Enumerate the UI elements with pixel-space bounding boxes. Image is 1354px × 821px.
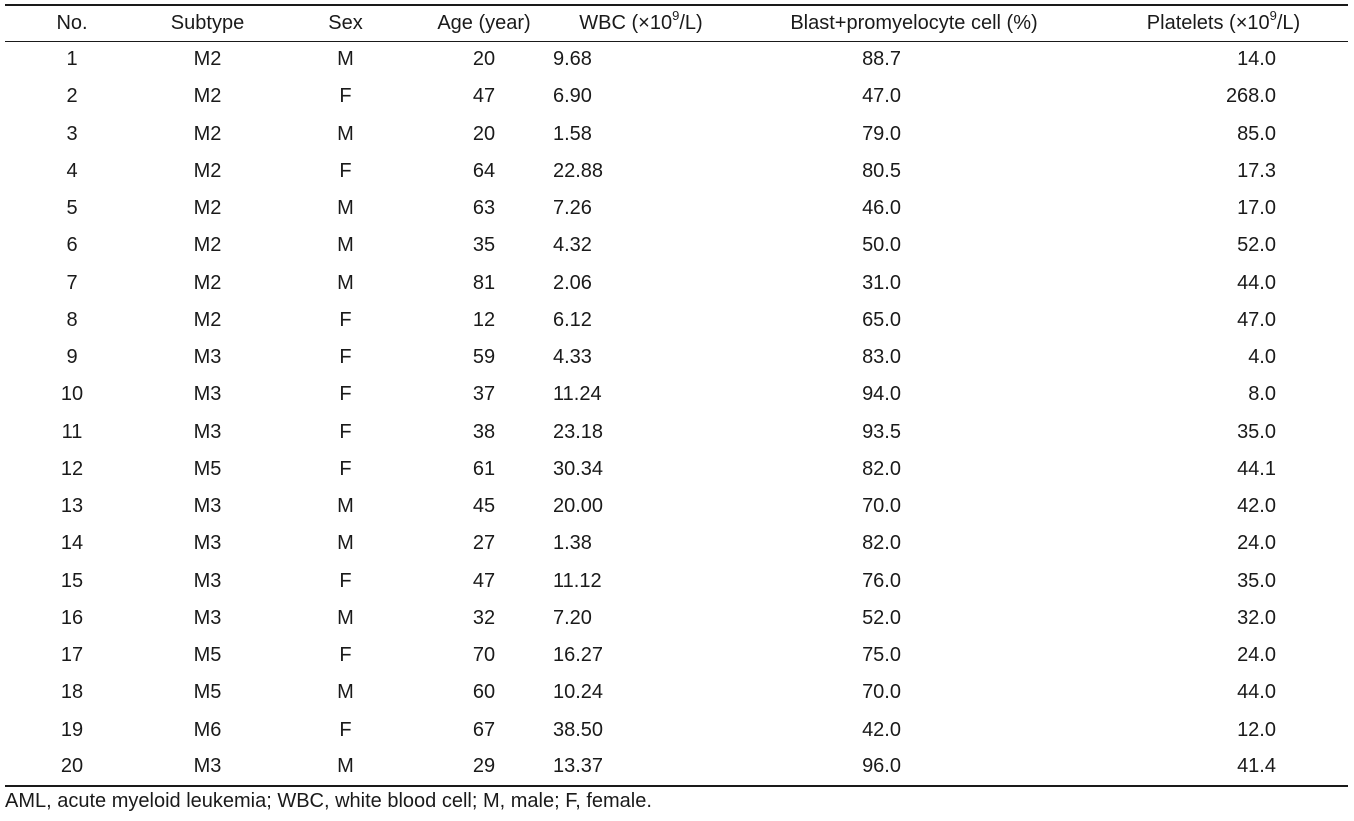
cell-subtype: M3 (193, 495, 222, 518)
cell-wbc: 20.00 (553, 495, 604, 518)
cell-platelets: 24.0 (1237, 644, 1276, 667)
cell-blast: 75.0 (862, 644, 901, 667)
cell-blast: 79.0 (862, 122, 901, 145)
cell-subtype: M2 (193, 197, 222, 220)
cell-no: 1 (66, 48, 78, 71)
cell-age: 12 (472, 308, 496, 331)
cell-blast: 88.7 (862, 48, 901, 71)
table-row (5, 637, 1348, 674)
cell-no: 10 (60, 383, 84, 406)
cell-age: 20 (472, 122, 496, 145)
cell-blast: 82.0 (862, 532, 901, 555)
cell-sex: M (337, 271, 354, 294)
cell-no: 12 (60, 457, 84, 480)
cell-platelets: 17.0 (1237, 197, 1276, 220)
cell-sex: M (337, 606, 354, 629)
cell-platelets: 268.0 (1225, 85, 1276, 108)
header-wbc-prefix: WBC (×10 (579, 11, 673, 34)
header-platelets-prefix: Platelets (×10 (1146, 11, 1270, 34)
cell-sex: M (337, 532, 354, 555)
cell-wbc: 11.12 (553, 569, 602, 592)
cell-wbc: 6.90 (553, 85, 592, 108)
cell-subtype: M5 (193, 457, 222, 480)
header-sex: Sex (276, 5, 415, 41)
table-row (5, 674, 1348, 711)
cell-subtype: M2 (193, 234, 222, 257)
cell-platelets: 44.0 (1237, 681, 1276, 704)
cell-no: 4 (66, 159, 78, 182)
header-platelets-suffix: /L) (1276, 11, 1301, 34)
cell-wbc: 22.88 (553, 159, 604, 182)
cell-platelets: 24.0 (1237, 532, 1276, 555)
cell-platelets: 44.1 (1237, 457, 1276, 480)
cell-no: 16 (60, 606, 84, 629)
table-row (5, 600, 1348, 637)
table-row (5, 414, 1348, 451)
cell-no: 15 (60, 569, 84, 592)
cell-sex: M (337, 234, 354, 257)
cell-no: 7 (66, 271, 78, 294)
header-row (5, 5, 1348, 41)
cell-platelets: 47.0 (1237, 308, 1276, 331)
header-wbc (553, 5, 729, 41)
cell-subtype: M3 (193, 346, 222, 369)
table-row (5, 227, 1348, 264)
cell-platelets: 8.0 (1248, 383, 1276, 406)
cell-age: 67 (472, 718, 496, 741)
cell-no: 9 (66, 346, 78, 369)
cell-wbc: 1.58 (553, 122, 592, 145)
cell-blast: 50.0 (862, 234, 901, 257)
cell-no: 19 (60, 718, 84, 741)
header-age: Age (year) (415, 5, 553, 41)
cell-no: 14 (60, 532, 84, 555)
cell-subtype: M3 (193, 606, 222, 629)
cell-platelets: 32.0 (1237, 606, 1276, 629)
cell-sex: F (339, 420, 352, 443)
cell-no: 13 (60, 495, 84, 518)
cell-age: 32 (472, 606, 496, 629)
cell-platelets: 14.0 (1237, 48, 1276, 71)
cell-sex: F (339, 383, 352, 406)
cell-no: 3 (66, 122, 78, 145)
cell-sex: M (337, 48, 354, 71)
cell-blast: 83.0 (862, 346, 901, 369)
cell-age: 35 (472, 234, 496, 257)
cell-platelets: 52.0 (1237, 234, 1276, 257)
cell-blast: 65.0 (862, 308, 901, 331)
cell-subtype: M3 (193, 420, 222, 443)
table-row (5, 153, 1348, 190)
cell-age: 37 (472, 383, 496, 406)
table-row (5, 376, 1348, 413)
cell-sex: F (339, 644, 352, 667)
cell-platelets: 35.0 (1237, 420, 1276, 443)
cell-sex: F (339, 569, 352, 592)
cell-no: 6 (66, 234, 78, 257)
cell-wbc: 2.06 (553, 271, 592, 294)
cell-blast: 47.0 (862, 85, 901, 108)
table-row (5, 78, 1348, 115)
cell-wbc: 10.24 (553, 681, 604, 704)
cell-sex: F (339, 718, 352, 741)
cell-blast: 82.0 (862, 457, 901, 480)
cell-age: 59 (472, 346, 496, 369)
cell-wbc: 6.12 (553, 308, 592, 331)
cell-age: 81 (472, 271, 496, 294)
cell-blast: 96.0 (729, 749, 1099, 786)
cell-wbc: 9.68 (553, 48, 592, 71)
cell-blast: 80.5 (862, 159, 901, 182)
cell-no: 11 (61, 420, 83, 443)
cell-wbc: 16.27 (553, 644, 604, 667)
cell-wbc: 4.33 (553, 346, 592, 369)
cell-sex: M (337, 495, 354, 518)
table-body (5, 41, 1348, 786)
cell-age: 20 (472, 48, 496, 71)
cell-wbc: 30.34 (553, 457, 604, 480)
cell-sex: M (337, 122, 354, 145)
table-row (5, 451, 1348, 488)
cell-wbc: 7.20 (553, 606, 592, 629)
cell-blast: 70.0 (862, 495, 901, 518)
cell-blast: 52.0 (862, 606, 901, 629)
cell-age: 61 (472, 457, 496, 480)
cell-subtype: M3 (139, 749, 276, 786)
table-row (5, 265, 1348, 302)
cell-age: 38 (472, 420, 496, 443)
table-row (5, 302, 1348, 339)
table-footnote: AML, acute myeloid leukemia; WBC, white blood cell; M, male; F, female. (5, 790, 652, 812)
cell-platelets: 17.3 (1237, 159, 1276, 182)
cell-subtype: M6 (193, 718, 222, 741)
cell-subtype: M2 (193, 122, 222, 145)
cell-no: 20 (5, 749, 139, 786)
cell-no: 18 (60, 681, 84, 704)
cell-age: 64 (472, 159, 496, 182)
cell-platelets: 35.0 (1237, 569, 1276, 592)
table-row (5, 488, 1348, 525)
cell-age: 27 (472, 532, 496, 555)
cell-wbc: 23.18 (553, 420, 604, 443)
cell-blast: 76.0 (862, 569, 901, 592)
cell-wbc: 38.50 (553, 718, 604, 741)
cell-age: 45 (472, 495, 496, 518)
header-subtype: Subtype (139, 5, 276, 41)
cell-blast: 70.0 (862, 681, 901, 704)
cell-age: 63 (472, 197, 496, 220)
cell-subtype: M5 (193, 681, 222, 704)
cell-platelets: 4.0 (1248, 346, 1276, 369)
cell-no: 17 (60, 644, 84, 667)
cell-subtype: M3 (193, 532, 222, 555)
patient-table (5, 4, 1348, 787)
cell-subtype: M2 (193, 48, 222, 71)
table-row (5, 190, 1348, 227)
table-row (5, 41, 1348, 78)
cell-blast: 42.0 (862, 718, 901, 741)
cell-wbc: 7.26 (553, 197, 592, 220)
cell-platelets: 85.0 (1237, 122, 1276, 145)
cell-sex: M (337, 197, 354, 220)
cell-sex: F (339, 85, 352, 108)
cell-age: 47 (472, 85, 496, 108)
table-row (5, 749, 1348, 786)
cell-no: 5 (66, 197, 78, 220)
cell-subtype: M5 (193, 644, 222, 667)
header-no: No. (5, 5, 139, 41)
cell-blast: 93.5 (862, 420, 901, 443)
cell-platelets: 42.0 (1237, 495, 1276, 518)
header-platelets (1099, 5, 1348, 41)
cell-sex: F (339, 308, 352, 331)
header-blast: Blast+promyelocyte cell (%) (729, 5, 1099, 41)
table-row (5, 525, 1348, 562)
cell-blast: 31.0 (862, 271, 901, 294)
cell-sex: F (339, 346, 352, 369)
cell-age: 70 (472, 644, 496, 667)
cell-wbc: 4.32 (553, 234, 592, 257)
cell-platelets: 12.0 (1237, 718, 1276, 741)
cell-wbc: 1.38 (553, 532, 592, 555)
cell-subtype: M2 (193, 308, 222, 331)
cell-subtype: M3 (193, 569, 222, 592)
cell-subtype: M2 (193, 271, 222, 294)
cell-subtype: M2 (193, 85, 222, 108)
header-platelets-exponent: 9 (1269, 8, 1277, 24)
table-header (5, 5, 1348, 41)
cell-platelets: 41.4 (1099, 749, 1348, 786)
cell-no: 2 (66, 85, 78, 108)
cell-platelets: 44.0 (1237, 271, 1276, 294)
cell-wbc: 11.24 (553, 383, 602, 406)
cell-no: 8 (66, 308, 78, 331)
cell-sex: F (339, 457, 352, 480)
table-row (5, 563, 1348, 600)
cell-sex: M (337, 681, 354, 704)
cell-age: 60 (472, 681, 496, 704)
cell-age: 47 (472, 569, 496, 592)
cell-blast: 46.0 (862, 197, 901, 220)
cell-wbc: 13.37 (553, 749, 729, 786)
cell-blast: 94.0 (862, 383, 901, 406)
cell-subtype: M2 (193, 159, 222, 182)
cell-sex: F (339, 159, 352, 182)
table-row (5, 339, 1348, 376)
header-wbc-exponent: 9 (672, 8, 680, 24)
cell-sex: M (276, 749, 415, 786)
header-wbc-suffix: /L) (679, 11, 703, 34)
cell-subtype: M3 (193, 383, 222, 406)
table-row (5, 116, 1348, 153)
cell-age: 29 (415, 749, 553, 786)
table-row (5, 712, 1348, 749)
